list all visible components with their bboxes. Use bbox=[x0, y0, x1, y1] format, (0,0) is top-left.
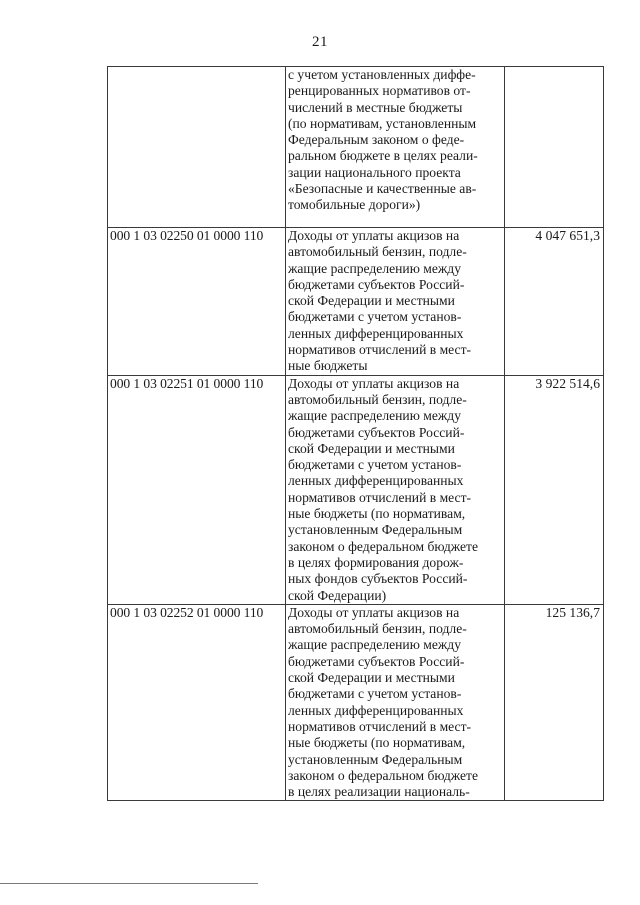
description-line: в целях реализации националь- bbox=[288, 784, 470, 800]
description-line: ленных дифференцированных bbox=[288, 325, 464, 341]
description-line: нормативов отчислений в мест- bbox=[288, 342, 472, 358]
amount-cell: 3 922 514,6 bbox=[505, 375, 604, 604]
description-line: автомобильный бензин, подле- bbox=[288, 621, 467, 637]
description-line: ные бюджеты (по нормативам, bbox=[288, 506, 466, 522]
description-line: Федеральным законом о феде- bbox=[288, 132, 465, 148]
description-line: «Безопасные и качественные ав- bbox=[288, 181, 477, 197]
description-line: в целях формирования дорож- bbox=[288, 554, 464, 570]
description-cell bbox=[286, 604, 505, 801]
description-line: автомобильный бензин, подле- bbox=[288, 244, 467, 260]
description-line: установленным Федеральным bbox=[288, 522, 463, 538]
amount-cell: 4 047 651,3 bbox=[505, 228, 604, 376]
description-line: бюджетами субъектов Россий- bbox=[288, 276, 465, 292]
description-line: бюджетами с учетом установ- bbox=[288, 309, 462, 325]
description-line: нормативов отчислений в мест- bbox=[288, 718, 472, 734]
description-line: зации национального проекта bbox=[288, 164, 461, 180]
description-line: Доходы от уплаты акцизов на bbox=[288, 228, 460, 243]
description-line: законом о федеральном бюджете bbox=[288, 767, 478, 783]
budget-code-cell bbox=[108, 67, 286, 228]
budget-code-cell: 000 1 03 02251 01 0000 110 bbox=[108, 375, 286, 604]
description-line: Доходы от уплаты акцизов на bbox=[288, 604, 460, 620]
page-number: 21 bbox=[312, 34, 328, 50]
description-line: нормативов отчислений в мест- bbox=[288, 489, 472, 505]
description-line: Доходы от уплаты акцизов на bbox=[288, 375, 460, 391]
amount-cell: 125 136,7 bbox=[505, 604, 604, 801]
description-cell bbox=[286, 375, 505, 604]
table-row bbox=[108, 67, 604, 228]
description-line: ской Федерации) bbox=[288, 587, 387, 603]
description-line: бюджетами субъектов Россий- bbox=[288, 653, 465, 669]
description-line: установленным Федеральным bbox=[288, 751, 463, 767]
description-line: автомобильный бензин, подле- bbox=[288, 391, 467, 407]
description-line: законом о федеральном бюджете bbox=[288, 538, 478, 554]
description-line: жащие распределению между bbox=[288, 408, 462, 424]
table-row bbox=[108, 228, 604, 376]
budget-code-cell: 000 1 03 02252 01 0000 110 bbox=[108, 604, 286, 801]
description-line: бюджетами с учетом установ- bbox=[288, 457, 462, 473]
footer-rule bbox=[0, 883, 258, 884]
budget-code-cell: 000 1 03 02250 01 0000 110 bbox=[108, 228, 286, 376]
revenue-table bbox=[107, 66, 604, 801]
description-line: ные бюджеты bbox=[288, 358, 368, 374]
description-cell bbox=[286, 228, 505, 376]
description-line: жащие распределению между bbox=[288, 260, 462, 276]
description-line: ской Федерации и местными bbox=[288, 670, 455, 686]
description-line: (по нормативам, установленным bbox=[288, 115, 477, 131]
description-line: ренцированных нормативов от- bbox=[288, 83, 471, 99]
table-row bbox=[108, 604, 604, 801]
description-line: ской Федерации и местными bbox=[288, 440, 455, 456]
description-line: ленных дифференцированных bbox=[288, 702, 464, 718]
description-line: ные бюджеты (по нормативам, bbox=[288, 735, 466, 751]
description-line: бюджетами субъектов Россий- bbox=[288, 424, 465, 440]
description-line: томобильные дороги») bbox=[288, 197, 421, 213]
description-line: ральном бюджете в целях реали- bbox=[288, 148, 478, 164]
description-line: жащие распределению между bbox=[288, 637, 462, 653]
description-line: бюджетами с учетом установ- bbox=[288, 686, 462, 702]
table-row bbox=[108, 375, 604, 604]
description-line: ленных дифференцированных bbox=[288, 473, 464, 489]
description-line: с учетом установленных диффе- bbox=[288, 67, 476, 82]
amount-cell bbox=[505, 67, 604, 228]
description-cell bbox=[286, 67, 505, 228]
description-line: ской Федерации и местными bbox=[288, 293, 455, 309]
description-line: ных фондов субъектов Россий- bbox=[288, 571, 468, 587]
description-line: числений в местные бюджеты bbox=[288, 99, 463, 115]
